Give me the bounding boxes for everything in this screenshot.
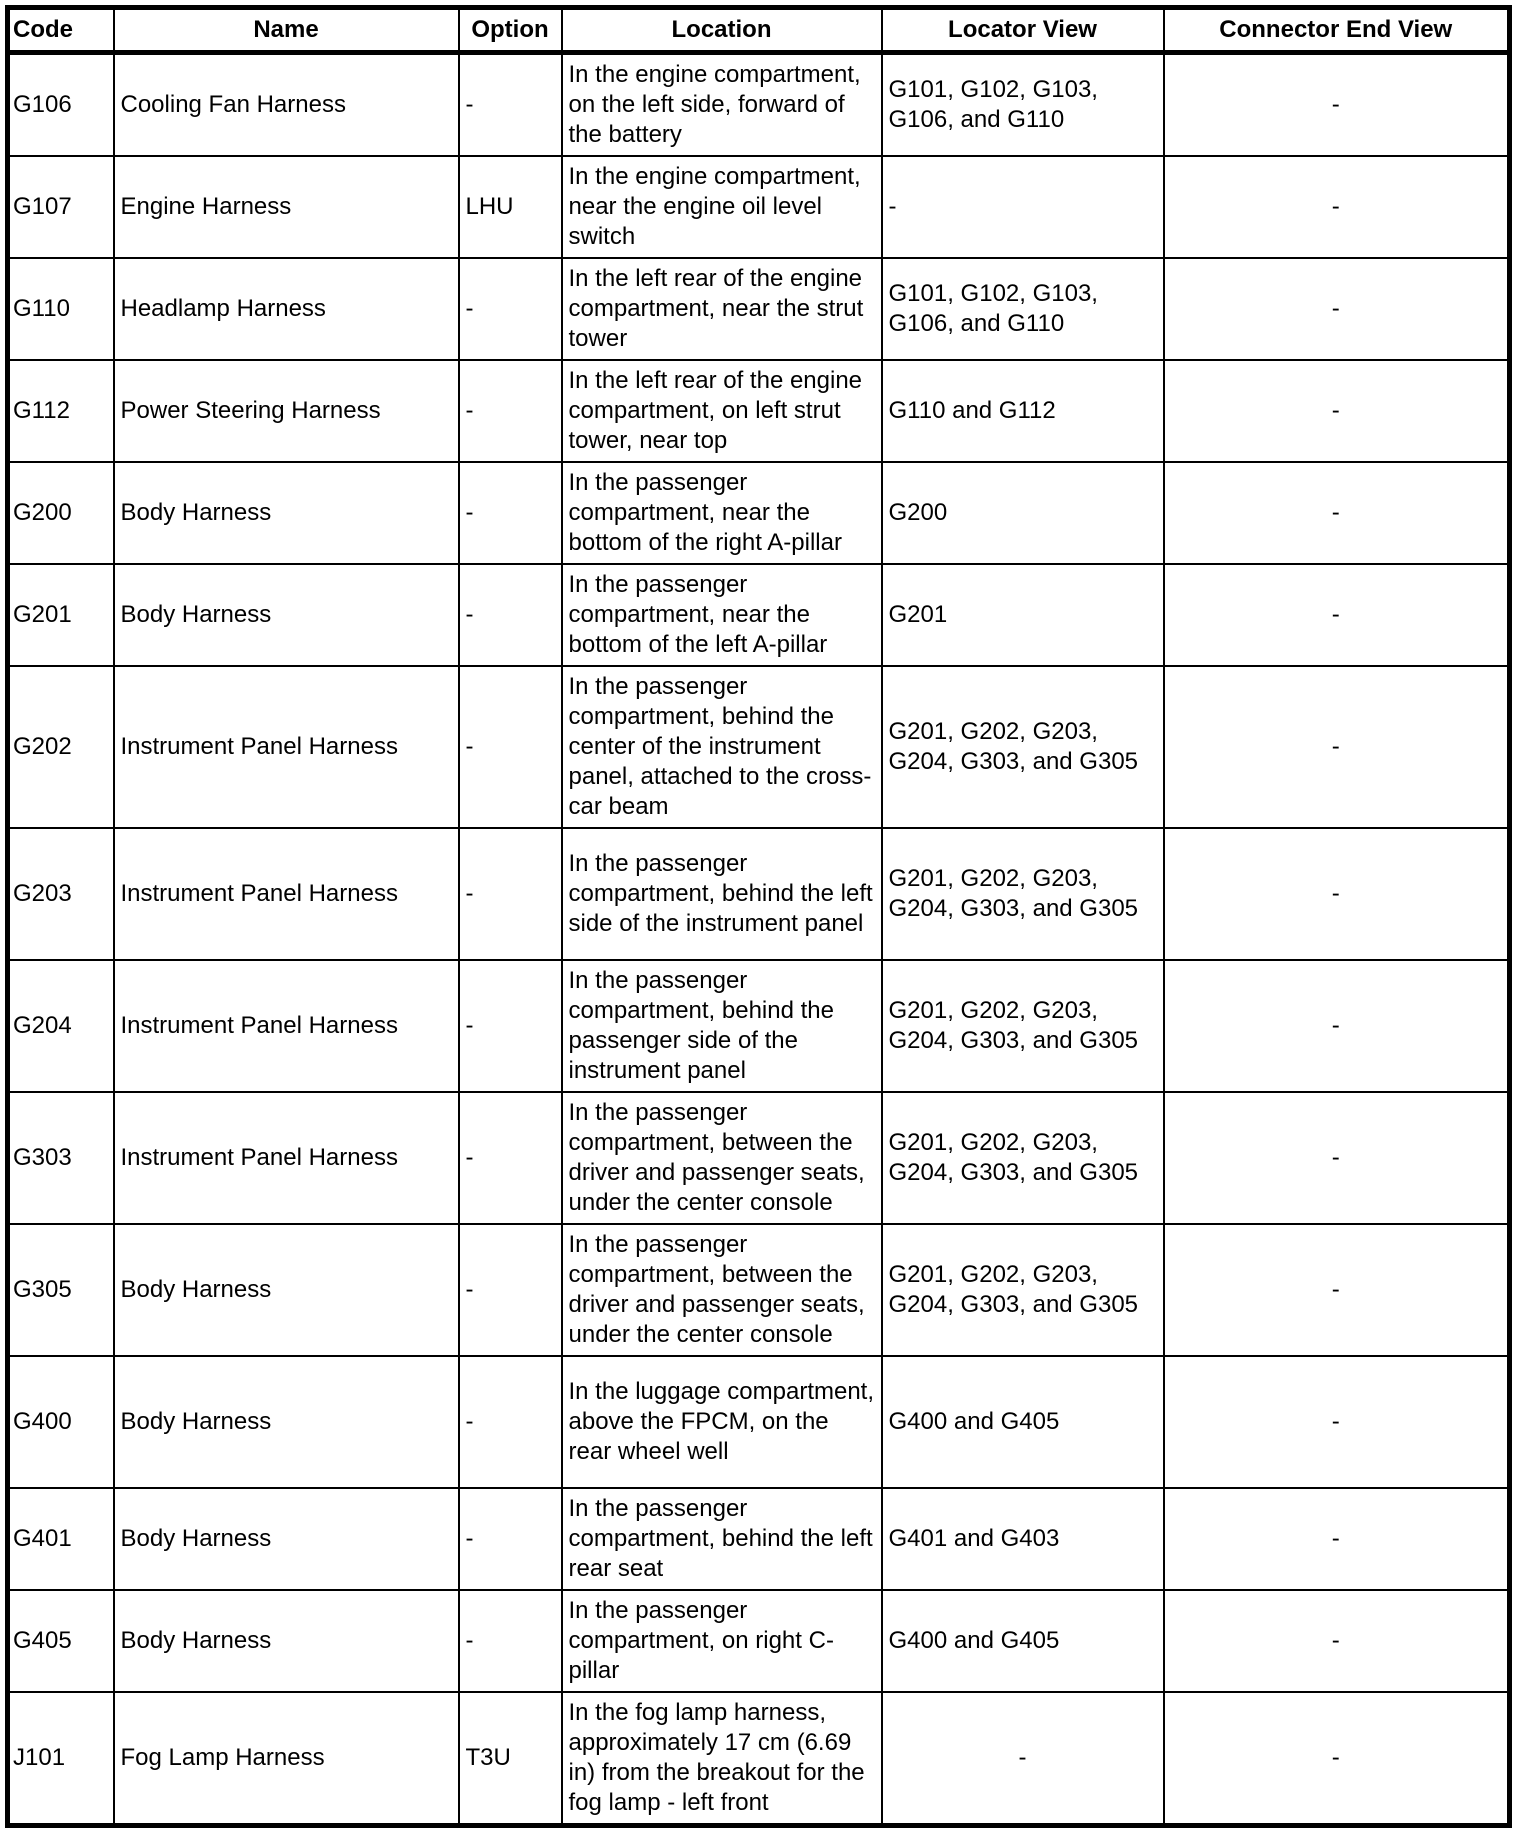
cell-locator-view: G101, G102, G103, G106, and G110: [882, 258, 1164, 360]
cell-location: In the engine compartment, on the left side, forward of the battery: [562, 53, 882, 157]
header-option: Option: [459, 8, 562, 53]
table-row: [8, 53, 1510, 157]
cell-locator-view: G201, G202, G203, G204, G303, and G305: [882, 666, 1164, 828]
cell-locator-view: G201, G202, G203, G204, G303, and G305: [882, 828, 1164, 960]
cell-code: G401: [8, 1488, 114, 1590]
cell-locator-view: G400 and G405: [882, 1356, 1164, 1488]
cell-option: -: [459, 960, 562, 1092]
cell-locator-view: G201, G202, G203, G204, G303, and G305: [882, 1092, 1164, 1224]
cell-code: G110: [8, 258, 114, 360]
cell-name: Instrument Panel Harness: [114, 960, 459, 1092]
cell-name: Body Harness: [114, 1590, 459, 1692]
cell-option: -: [459, 1224, 562, 1356]
cell-code: G107: [8, 156, 114, 258]
cell-code: G200: [8, 462, 114, 564]
cell-connector-end-view: -: [1164, 564, 1510, 666]
cell-option: -: [459, 666, 562, 828]
cell-code: G201: [8, 564, 114, 666]
cell-option: -: [459, 1356, 562, 1488]
cell-connector-end-view: -: [1164, 1356, 1510, 1488]
cell-location: In the passenger compartment, behind the center of the instrument panel, attached to the cross-car beam: [562, 666, 882, 828]
cell-name: Cooling Fan Harness: [114, 53, 459, 157]
table-row: [8, 462, 1510, 564]
cell-locator-view: G201: [882, 564, 1164, 666]
header-name: Name: [114, 8, 459, 53]
cell-location: In the left rear of the engine compartment, on left strut tower, near top: [562, 360, 882, 462]
cell-option: -: [459, 564, 562, 666]
cell-location: In the engine compartment, near the engine oil level switch: [562, 156, 882, 258]
cell-name: Body Harness: [114, 1488, 459, 1590]
cell-code: G202: [8, 666, 114, 828]
cell-locator-view: G400 and G405: [882, 1590, 1164, 1692]
cell-connector-end-view: -: [1164, 666, 1510, 828]
cell-name: Engine Harness: [114, 156, 459, 258]
table-row: [8, 564, 1510, 666]
cell-name: Instrument Panel Harness: [114, 666, 459, 828]
cell-connector-end-view: -: [1164, 462, 1510, 564]
cell-name: Power Steering Harness: [114, 360, 459, 462]
cell-location: In the passenger compartment, near the bottom of the right A-pillar: [562, 462, 882, 564]
cell-option: LHU: [459, 156, 562, 258]
cell-code: G106: [8, 53, 114, 157]
cell-locator-view: G110 and G112: [882, 360, 1164, 462]
cell-option: -: [459, 828, 562, 960]
cell-connector-end-view: -: [1164, 156, 1510, 258]
header-locator-view: Locator View: [882, 8, 1164, 53]
table-row: [8, 1590, 1510, 1692]
cell-connector-end-view: -: [1164, 1224, 1510, 1356]
header-location: Location: [562, 8, 882, 53]
table-row: [8, 156, 1510, 258]
cell-connector-end-view: -: [1164, 258, 1510, 360]
table-row: [8, 360, 1510, 462]
cell-option: -: [459, 360, 562, 462]
table-row: [8, 258, 1510, 360]
cell-code: G303: [8, 1092, 114, 1224]
cell-locator-view: -: [882, 1692, 1164, 1826]
header-code: Code: [8, 8, 114, 53]
table-row: [8, 1092, 1510, 1224]
cell-location: In the passenger compartment, on right C-pillar: [562, 1590, 882, 1692]
cell-connector-end-view: -: [1164, 1092, 1510, 1224]
cell-code: G305: [8, 1224, 114, 1356]
cell-option: -: [459, 1092, 562, 1224]
table-row: [8, 1356, 1510, 1488]
cell-code: G204: [8, 960, 114, 1092]
cell-locator-view: G201, G202, G203, G204, G303, and G305: [882, 1224, 1164, 1356]
cell-locator-view: G401 and G403: [882, 1488, 1164, 1590]
table-row: [8, 1488, 1510, 1590]
cell-connector-end-view: -: [1164, 1590, 1510, 1692]
cell-connector-end-view: -: [1164, 1488, 1510, 1590]
table-row: [8, 1224, 1510, 1356]
cell-option: -: [459, 258, 562, 360]
cell-connector-end-view: -: [1164, 1692, 1510, 1826]
table-row: [8, 960, 1510, 1092]
cell-location: In the passenger compartment, between the driver and passenger seats, under the center console: [562, 1224, 882, 1356]
cell-code: J101: [8, 1692, 114, 1826]
cell-locator-view: G101, G102, G103, G106, and G110: [882, 53, 1164, 157]
ground-locations-table: [5, 5, 1512, 1828]
cell-location: In the passenger compartment, behind the left side of the instrument panel: [562, 828, 882, 960]
cell-name: Fog Lamp Harness: [114, 1692, 459, 1826]
header-connector-end-view: Connector End View: [1164, 8, 1510, 53]
cell-option: -: [459, 462, 562, 564]
table-row: [8, 1692, 1510, 1826]
cell-locator-view: -: [882, 156, 1164, 258]
cell-option: T3U: [459, 1692, 562, 1826]
cell-location: In the luggage compartment, above the FPCM, on the rear wheel well: [562, 1356, 882, 1488]
cell-code: G400: [8, 1356, 114, 1488]
cell-name: Body Harness: [114, 1356, 459, 1488]
cell-code: G112: [8, 360, 114, 462]
cell-connector-end-view: -: [1164, 828, 1510, 960]
table-row: [8, 666, 1510, 828]
table-header-row: [8, 8, 1510, 53]
cell-option: -: [459, 53, 562, 157]
cell-name: Body Harness: [114, 1224, 459, 1356]
cell-option: -: [459, 1488, 562, 1590]
cell-name: Headlamp Harness: [114, 258, 459, 360]
table-row: [8, 828, 1510, 960]
cell-name: Body Harness: [114, 462, 459, 564]
cell-option: -: [459, 1590, 562, 1692]
cell-location: In the passenger compartment, behind the left rear seat: [562, 1488, 882, 1590]
cell-locator-view: G200: [882, 462, 1164, 564]
cell-location: In the left rear of the engine compartment, near the strut tower: [562, 258, 882, 360]
cell-name: Body Harness: [114, 564, 459, 666]
cell-connector-end-view: -: [1164, 960, 1510, 1092]
cell-location: In the passenger compartment, near the bottom of the left A-pillar: [562, 564, 882, 666]
cell-code: G405: [8, 1590, 114, 1692]
cell-locator-view: G201, G202, G203, G204, G303, and G305: [882, 960, 1164, 1092]
cell-connector-end-view: -: [1164, 53, 1510, 157]
cell-name: Instrument Panel Harness: [114, 828, 459, 960]
cell-location: In the passenger compartment, between the driver and passenger seats, under the center console: [562, 1092, 882, 1224]
cell-location: In the fog lamp harness, approximately 17 cm (6.69 in) from the breakout for the fog lamp - left front: [562, 1692, 882, 1826]
cell-connector-end-view: -: [1164, 360, 1510, 462]
cell-code: G203: [8, 828, 114, 960]
cell-location: In the passenger compartment, behind the passenger side of the instrument panel: [562, 960, 882, 1092]
cell-name: Instrument Panel Harness: [114, 1092, 459, 1224]
